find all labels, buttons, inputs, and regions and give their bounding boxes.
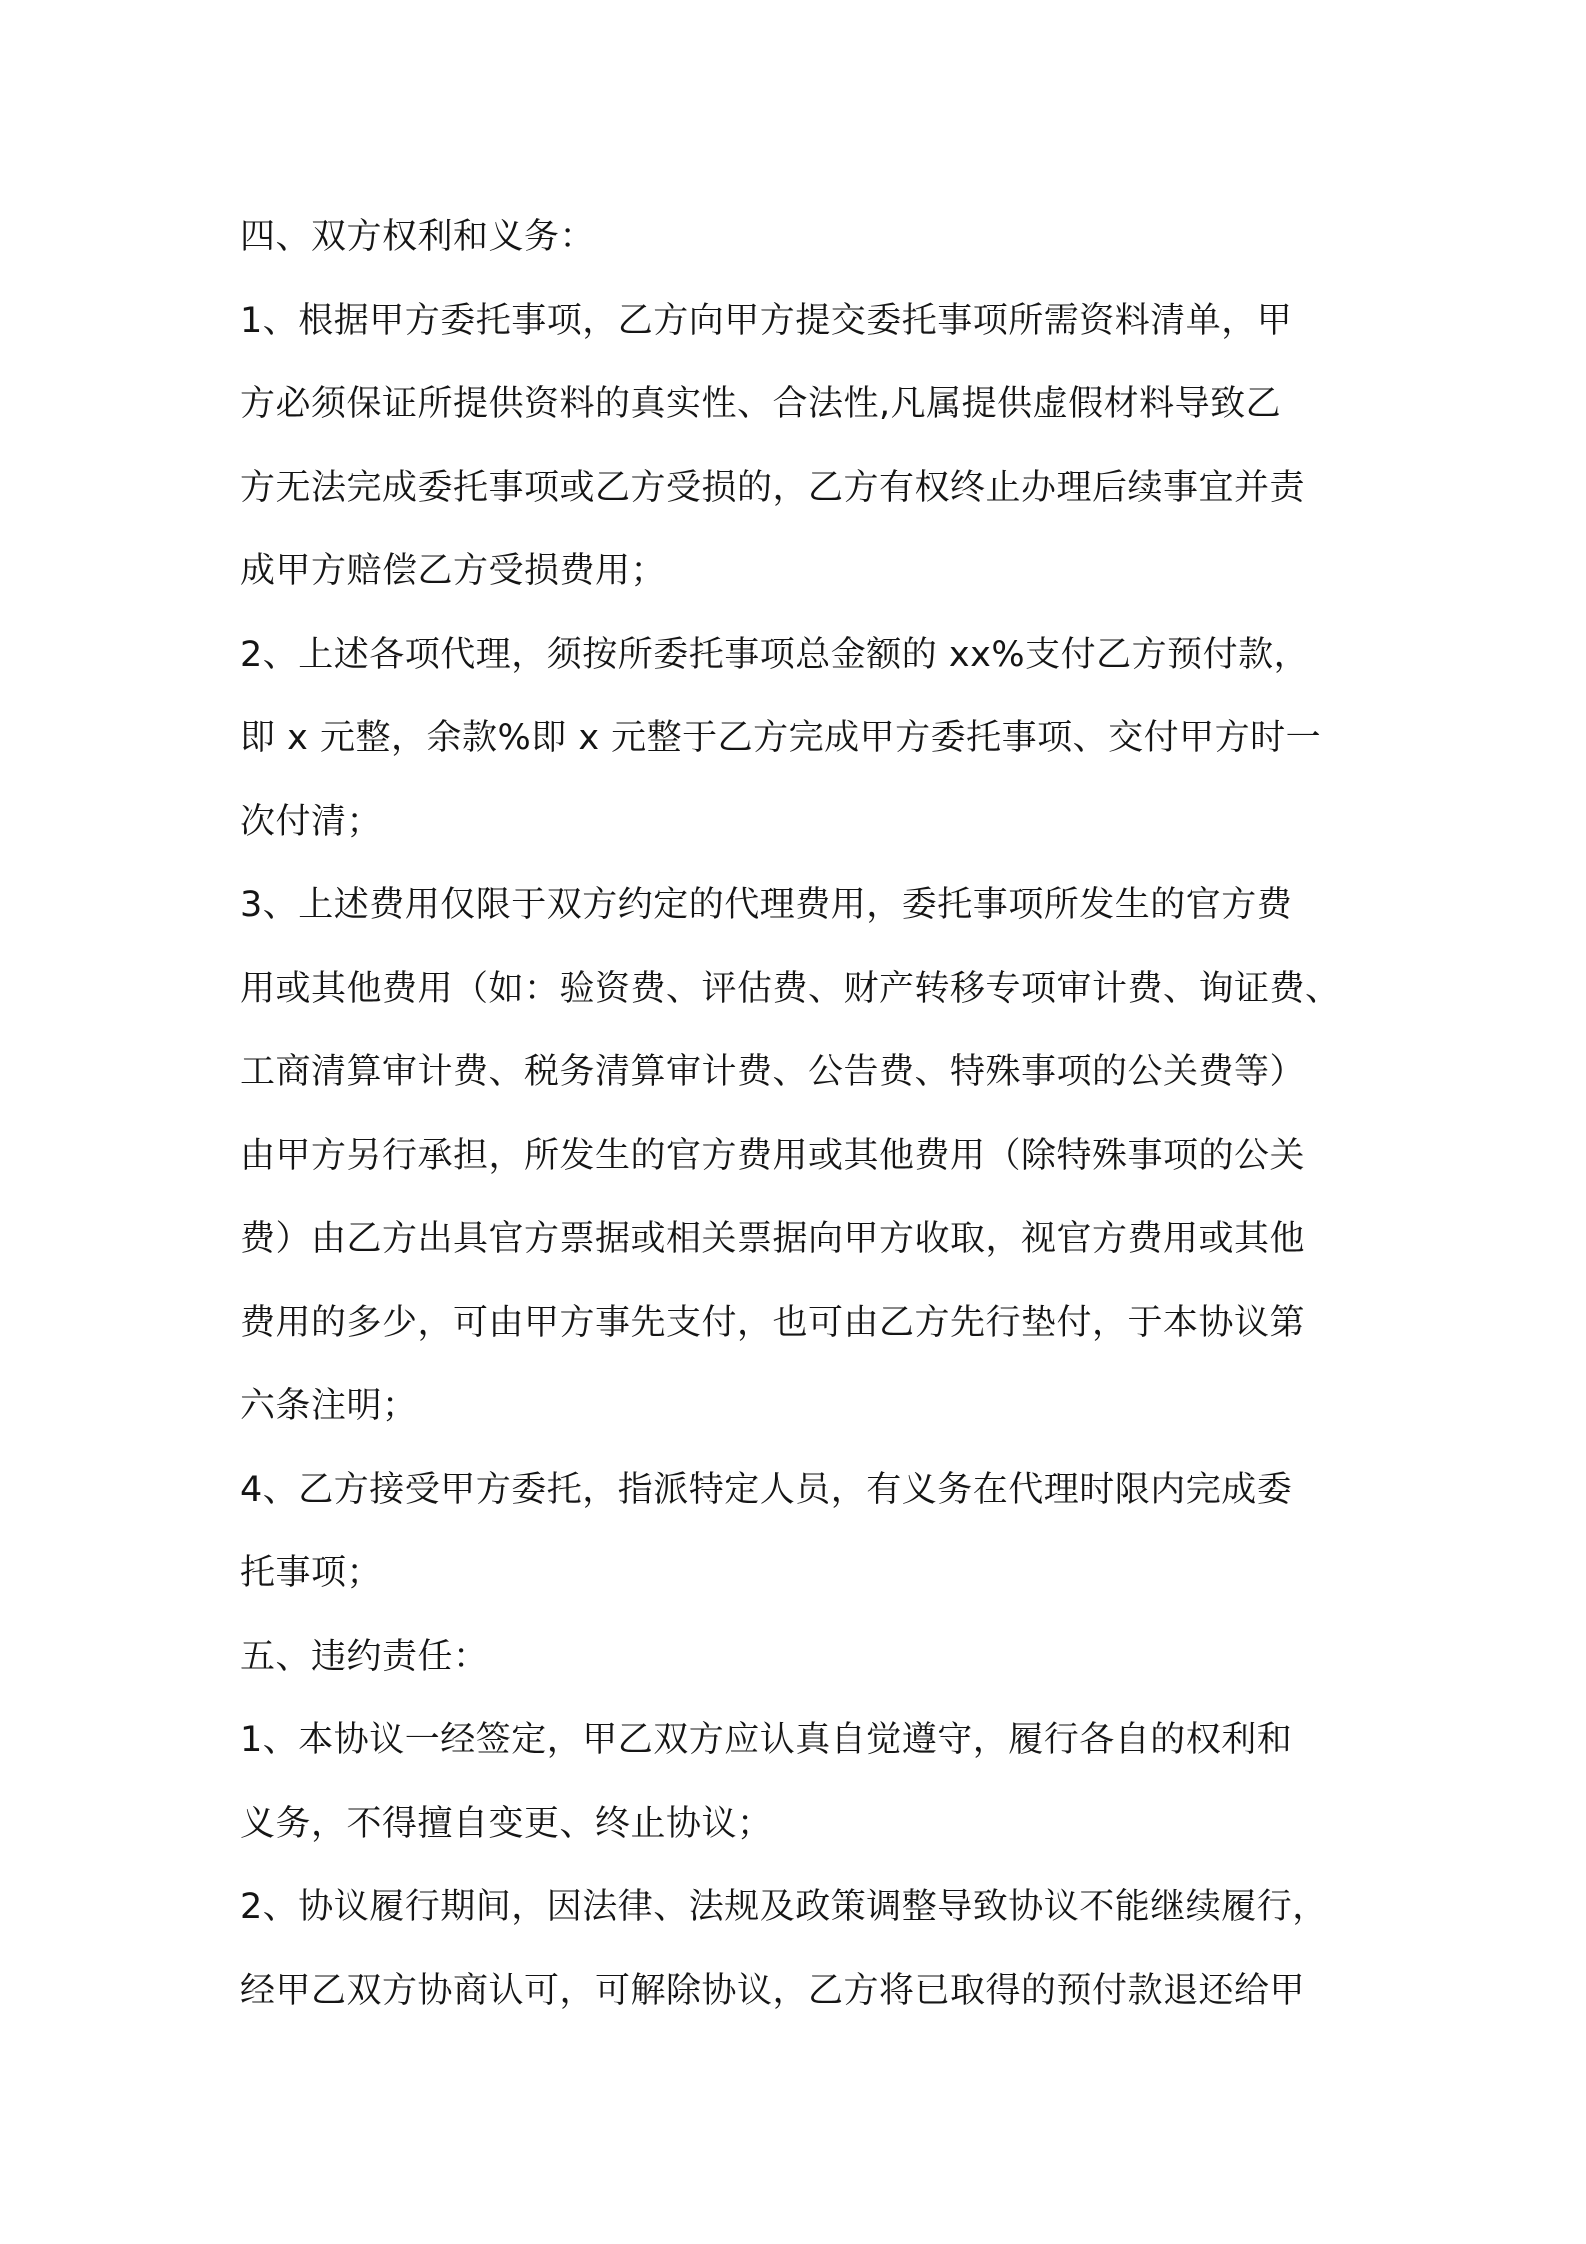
section-heading-rights: 四、双方权利和义务： bbox=[240, 217, 596, 257]
text-line: 由甲方另行承担，所发生的官方费用或其他费用（除特殊事项的公关 bbox=[240, 1135, 1306, 1176]
text-line: 3、上述费用仅限于双方约定的代理费用，委托事项所发生的官方费 bbox=[240, 885, 1293, 925]
text-line: 方无法完成委托事项或乙方受损的，乙方有权终止办理后续事宜并责 bbox=[240, 467, 1306, 508]
document-body bbox=[240, 196, 1350, 2033]
text-line: 次付清； bbox=[240, 801, 383, 842]
text-line: 1、根据甲方委托事项，乙方向甲方提交委托事项所需资料清单，甲 bbox=[240, 300, 1293, 341]
text-line: 费用的多少，可由甲方事先支付，也可由乙方先行垫付，于本协议第 bbox=[240, 1302, 1306, 1343]
text-line: 六条注明； bbox=[240, 1386, 418, 1426]
text-line: 工商清算审计费、税务清算审计费、公告费、特殊事项的公关费等） bbox=[240, 1052, 1306, 1092]
text-line: 用或其他费用（如：验资费、评估费、财产转移专项审计费、询证费、 bbox=[240, 968, 1341, 1009]
text-line: 4、乙方接受甲方委托，指派特定人员，有义务在代理时限内完成委 bbox=[240, 1469, 1293, 1510]
text-line: 即 x 元整，余款%即 x 元整于乙方完成甲方委托事项、交付甲方时一 bbox=[240, 718, 1322, 758]
text-line: 义务，不得擅自变更、终止协议； bbox=[240, 1803, 773, 1844]
text-line: 方必须保证所提供资料的真实性、合法性,凡属提供虚假材料导致乙 bbox=[240, 384, 1282, 424]
text-line: 经甲乙双方协商认可，可解除协议，乙方将已取得的预付款退还给甲 bbox=[240, 1970, 1306, 2011]
text-line: 费）由乙方出具官方票据或相关票据向甲方收取，视官方费用或其他 bbox=[240, 1219, 1306, 1259]
section-heading-liability: 五、违约责任： bbox=[240, 1636, 489, 1677]
text-line: 2、协议履行期间，因法律、法规及政策调整导致协议不能继续履行， bbox=[240, 1887, 1328, 1927]
text-line: 2、上述各项代理，须按所委托事项总金额的 xx%支付乙方预付款， bbox=[240, 634, 1310, 675]
text-line: 成甲方赔偿乙方受损费用； bbox=[240, 551, 667, 591]
text-line: 托事项； bbox=[240, 1553, 383, 1593]
text-line: 1、本协议一经签定，甲乙双方应认真自觉遵守，履行各自的权利和 bbox=[240, 1720, 1293, 1760]
